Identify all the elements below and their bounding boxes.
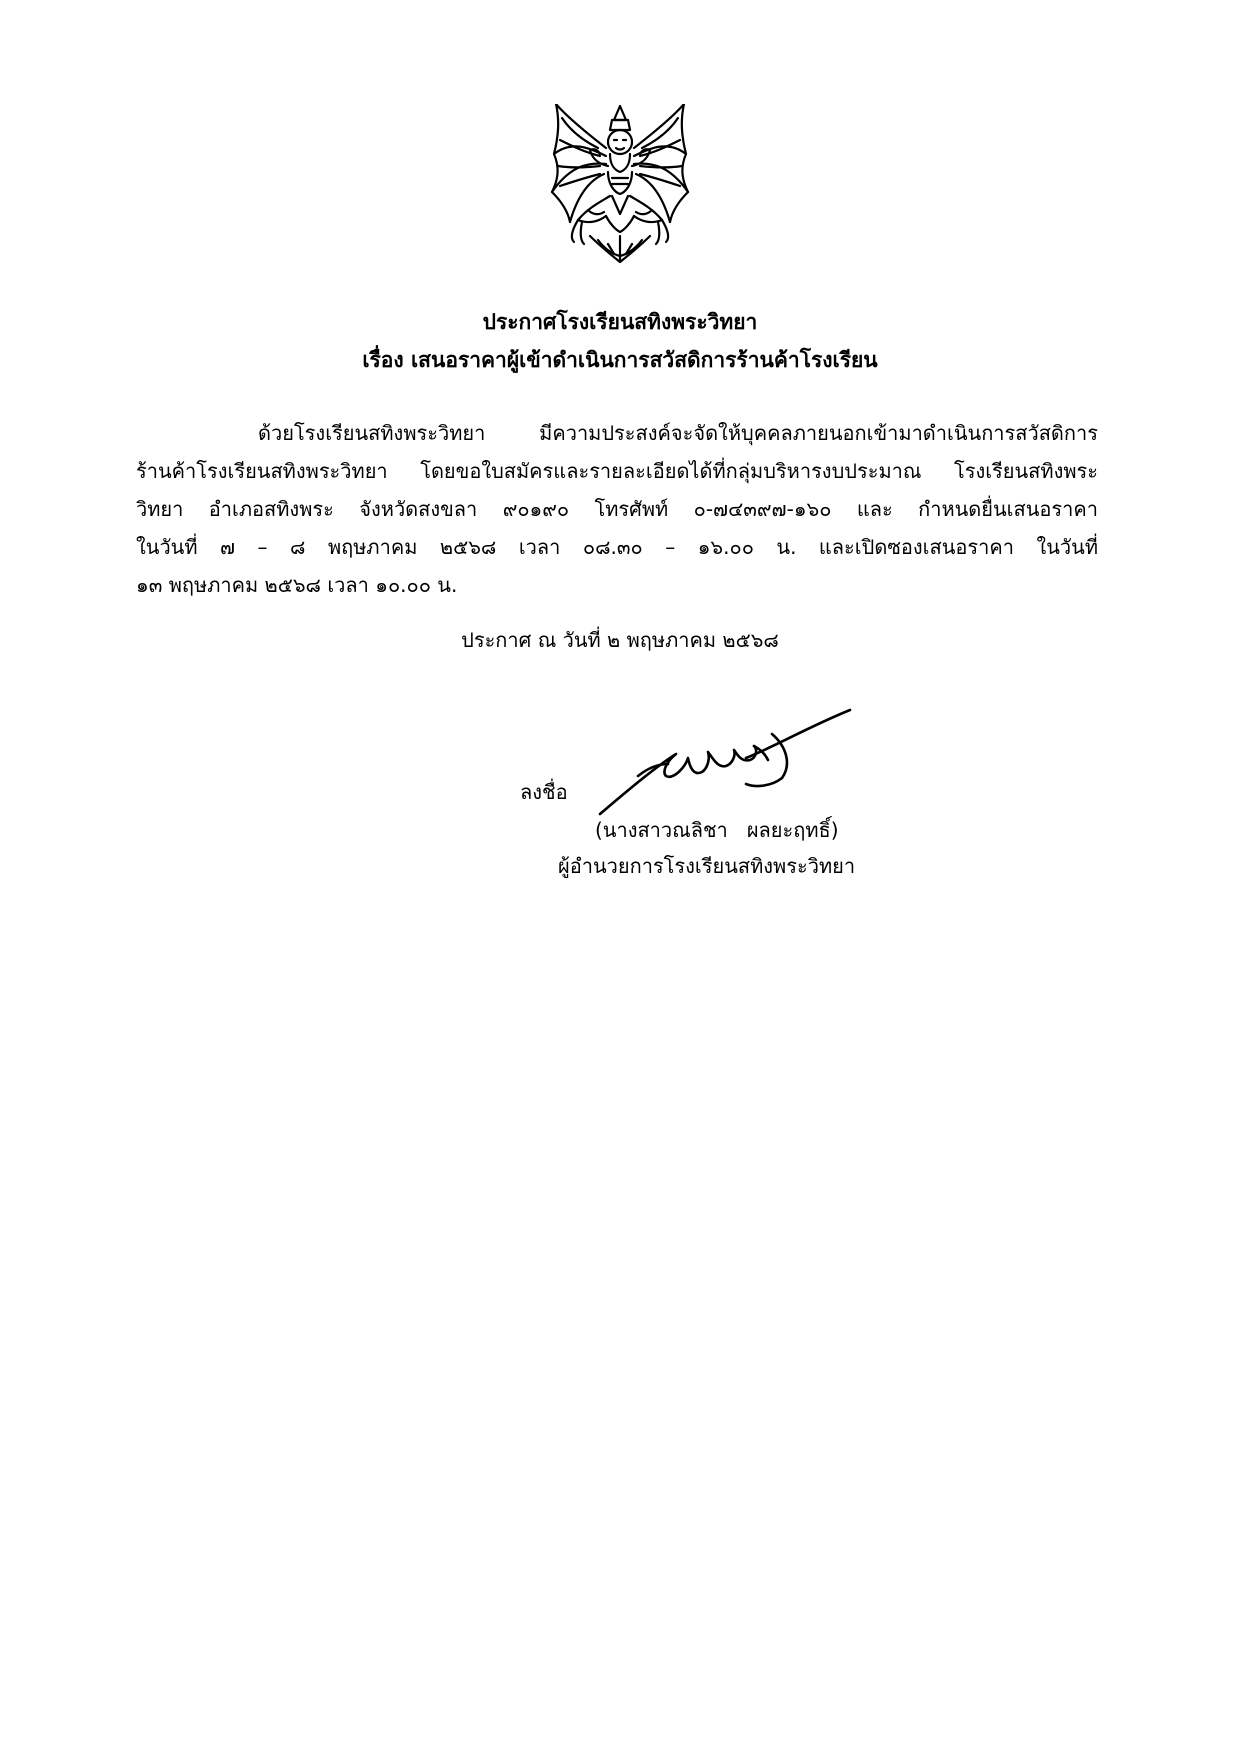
handwritten-signature-icon <box>596 706 856 816</box>
body-line-4: ในวันที่ ๗ – ๘ พฤษภาคม ๒๕๖๘ เวลา ๐๘.๓๐ – ๑๖.๐๐ น. และเปิดซองเสนอราคา ในวันที่ <box>136 535 1098 559</box>
document-title: ประกาศโรงเรียนสทิงพระวิทยา <box>482 310 758 334</box>
sign-label: ลงชื่อ <box>520 780 568 804</box>
body-line-3: วิทยา อำเภอสทิงพระ จังหวัดสงขลา ๙๐๑๙๐ โทรศัพท์ ๐-๗๔๓๙๗-๑๖๐ และ กำหนดยื่นเสนอราคา <box>136 497 1098 521</box>
garuda-emblem-icon <box>548 104 692 264</box>
announcement-date: ประกาศ ณ วันที่ ๒ พฤษภาคม ๒๕๖๘ <box>461 628 779 652</box>
signer-name: (นางสาวณลิชา ผลยะฤทธิ์) <box>595 818 839 842</box>
body-line-1: ด้วยโรงเรียนสทิงพระวิทยา มีความประสงค์จะจัดให้บุคคลภายนอกเข้ามาดำเนินการสวัสดิการ <box>258 421 1098 445</box>
body-line-2: ร้านค้าโรงเรียนสทิงพระวิทยา โดยขอใบสมัครและรายละเอียดได้ที่กลุ่มบริหารงบประมาณ โรงเรียนสทิงพระ <box>136 459 1098 483</box>
body-line-5: ๑๓ พฤษภาคม ๒๕๖๘ เวลา ๑๐.๐๐ น. <box>136 573 458 597</box>
document-subject: เรื่อง เสนอราคาผู้เข้าดำเนินการสวัสดิการร้านค้าโรงเรียน <box>362 348 878 372</box>
document-body <box>136 414 1098 604</box>
signer-position: ผู้อำนวยการโรงเรียนสทิงพระวิทยา <box>558 854 856 878</box>
